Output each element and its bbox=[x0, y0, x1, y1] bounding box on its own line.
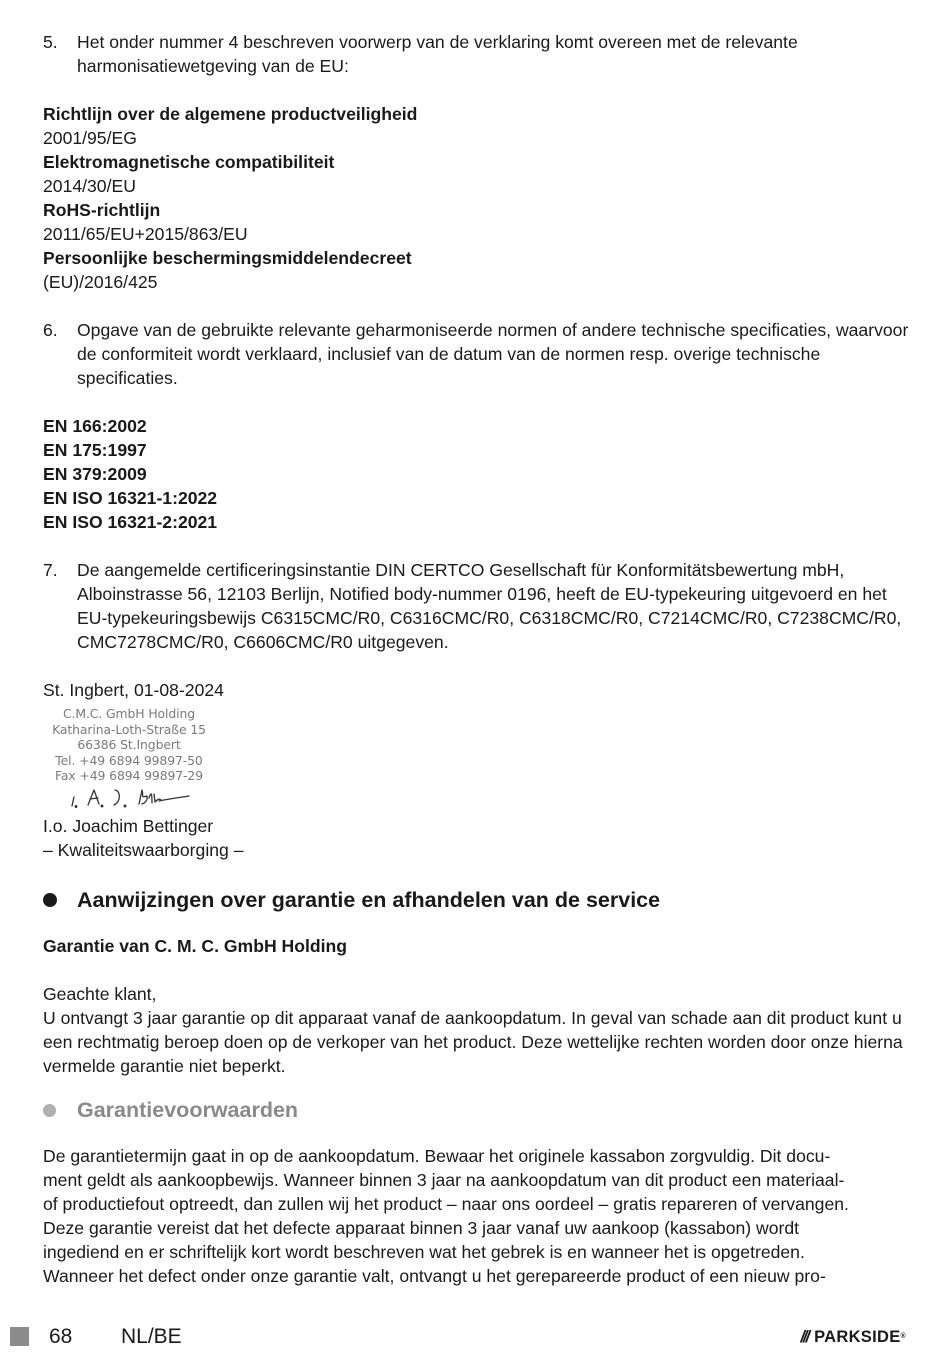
brand-mark: /// bbox=[800, 1328, 809, 1346]
legislation-title: Richtlijn over de algemene productveiligheid bbox=[43, 104, 418, 124]
standard-item: EN 175:1997 bbox=[43, 440, 147, 460]
standard-item: EN ISO 16321-2:2021 bbox=[43, 512, 218, 532]
registered-mark: ® bbox=[900, 1333, 906, 1340]
stamp-line: 66386 St.Ingbert bbox=[77, 737, 181, 753]
item-5 bbox=[43, 30, 909, 78]
section-heading-text: Aanwijzingen over garantie en afhandelen van de service bbox=[77, 887, 661, 912]
signatory-name: I.o. Joachim Bettinger bbox=[43, 815, 214, 836]
item-5-number: 5. bbox=[43, 32, 58, 52]
warranty-subheading: Garantie van C. M. C. GmbH Holding bbox=[43, 935, 348, 956]
salutation: Geachte klant, bbox=[43, 983, 157, 1004]
stamp-line: Tel. +49 6894 99897-50 bbox=[55, 752, 203, 768]
legislation-title: Persoonlijke beschermingsmiddelendecreet bbox=[43, 248, 412, 268]
conditions-line: ingediend en er schriftelijk kort wordt beschreven wat het gebrek is en wanneer het is opgetreden. bbox=[43, 1241, 805, 1262]
place-date: St. Ingbert, 01-08-2024 bbox=[43, 680, 224, 700]
item-7 bbox=[43, 558, 909, 654]
page-marker-square bbox=[10, 1327, 29, 1346]
legislation-code: 2011/65/EU+2015/863/EU bbox=[43, 224, 248, 244]
conditions-line: Wanneer het defect onder onze garantie valt, ontvangt u het gerepareerde product of een nieuw pro- bbox=[43, 1265, 826, 1286]
item-7-number: 7. bbox=[43, 560, 58, 580]
company-stamp bbox=[45, 706, 213, 784]
bullet-icon bbox=[43, 893, 57, 907]
warranty-intro: U ontvangt 3 jaar garantie op dit apparaat vanaf de aankoopdatum. In geval van schade aan dit product kunt u een rechtmatig beroep doen op de verkoper van het product. Deze wettelijke rechten worden door onze hierna vermelde garantie niet beperkt. bbox=[43, 1007, 903, 1076]
conditions-line: De garantietermijn gaat in op de aankoopdatum. Bewaar het originele kassabon zorgvuldig. Dit docu- bbox=[43, 1145, 831, 1166]
stamp-line: Katharina-Loth-Straße 15 bbox=[52, 721, 206, 737]
conditions-heading bbox=[43, 1096, 909, 1124]
legislation-list bbox=[43, 102, 909, 294]
legislation-title: RoHS-richtlijn bbox=[43, 200, 161, 220]
legislation-code: 2001/95/EG bbox=[43, 128, 137, 148]
section-heading bbox=[43, 886, 909, 914]
conditions-heading-text: Garantievoorwaarden bbox=[77, 1097, 299, 1122]
legislation-title: Elektromagnetische compatibiliteit bbox=[43, 152, 335, 172]
signature bbox=[69, 784, 194, 810]
page-footer bbox=[0, 1320, 950, 1356]
conditions-line: Deze garantie vereist dat het defecte apparaat binnen 3 jaar vanaf uw aankoop (kassabon) wordt bbox=[43, 1217, 800, 1238]
conditions-text bbox=[43, 1144, 909, 1288]
signatory-role: – Kwaliteitswaarborging – bbox=[43, 839, 244, 860]
bullet-icon bbox=[43, 1104, 56, 1117]
standard-item: EN 379:2009 bbox=[43, 464, 147, 484]
standard-item: EN 166:2002 bbox=[43, 416, 147, 436]
conditions-line: of productiefout optreedt, dan zullen wij het product – naar ons oordeel – gratis repareren of vervangen. bbox=[43, 1193, 849, 1214]
item-6-number: 6. bbox=[43, 320, 58, 340]
brand-name: PARKSIDE bbox=[814, 1328, 901, 1346]
item-6-text: Opgave van de gebruikte relevante geharmoniseerde normen of andere technische specificaties, waarvoor de conformiteit wordt verklaard, inclusief van de datum van de normen resp. overige technische specificaties. bbox=[77, 320, 909, 388]
brand-logo bbox=[800, 1325, 906, 1349]
legislation-code: 2014/30/EU bbox=[43, 176, 136, 196]
page-number: 68 bbox=[49, 1325, 73, 1348]
standards-list bbox=[43, 414, 909, 534]
stamp-line: Fax +49 6894 99897-29 bbox=[55, 768, 203, 784]
language-code: NL/BE bbox=[121, 1325, 182, 1348]
item-5-text: Het onder nummer 4 beschreven voorwerp van de verklaring komt overeen met de relevante harmonisatiewetgeving van de EU: bbox=[77, 32, 798, 76]
stamp-line: C.M.C. GmbH Holding bbox=[62, 706, 195, 721]
conditions-line: ment geldt als aankoopbewijs. Wanneer binnen 3 jaar na aankoopdatum van dit product een materiaal- bbox=[43, 1169, 845, 1190]
item-7-text: De aangemelde certificeringsinstantie DIN CERTCO Gesellschaft für Konformitätsbewertung mbH, Alboinstrasse 56, 12103 Berlijn, Notified body-nummer 0196, heeft de EU-typekeuring uitgevoerd en het EU-typekeuringsbewijs C6315CMC/R0, C6316CMC/R0, C6318CMC/R0, C7214CMC/R0, C7238CMC/R0, CMC7278CMC/R0, C6606CMC/R0 uitgegeven. bbox=[77, 560, 902, 652]
legislation-code: (EU)/2016/425 bbox=[43, 272, 158, 292]
standard-item: EN ISO 16321-1:2022 bbox=[43, 488, 218, 508]
item-6 bbox=[43, 318, 909, 390]
document-page bbox=[43, 30, 909, 1288]
